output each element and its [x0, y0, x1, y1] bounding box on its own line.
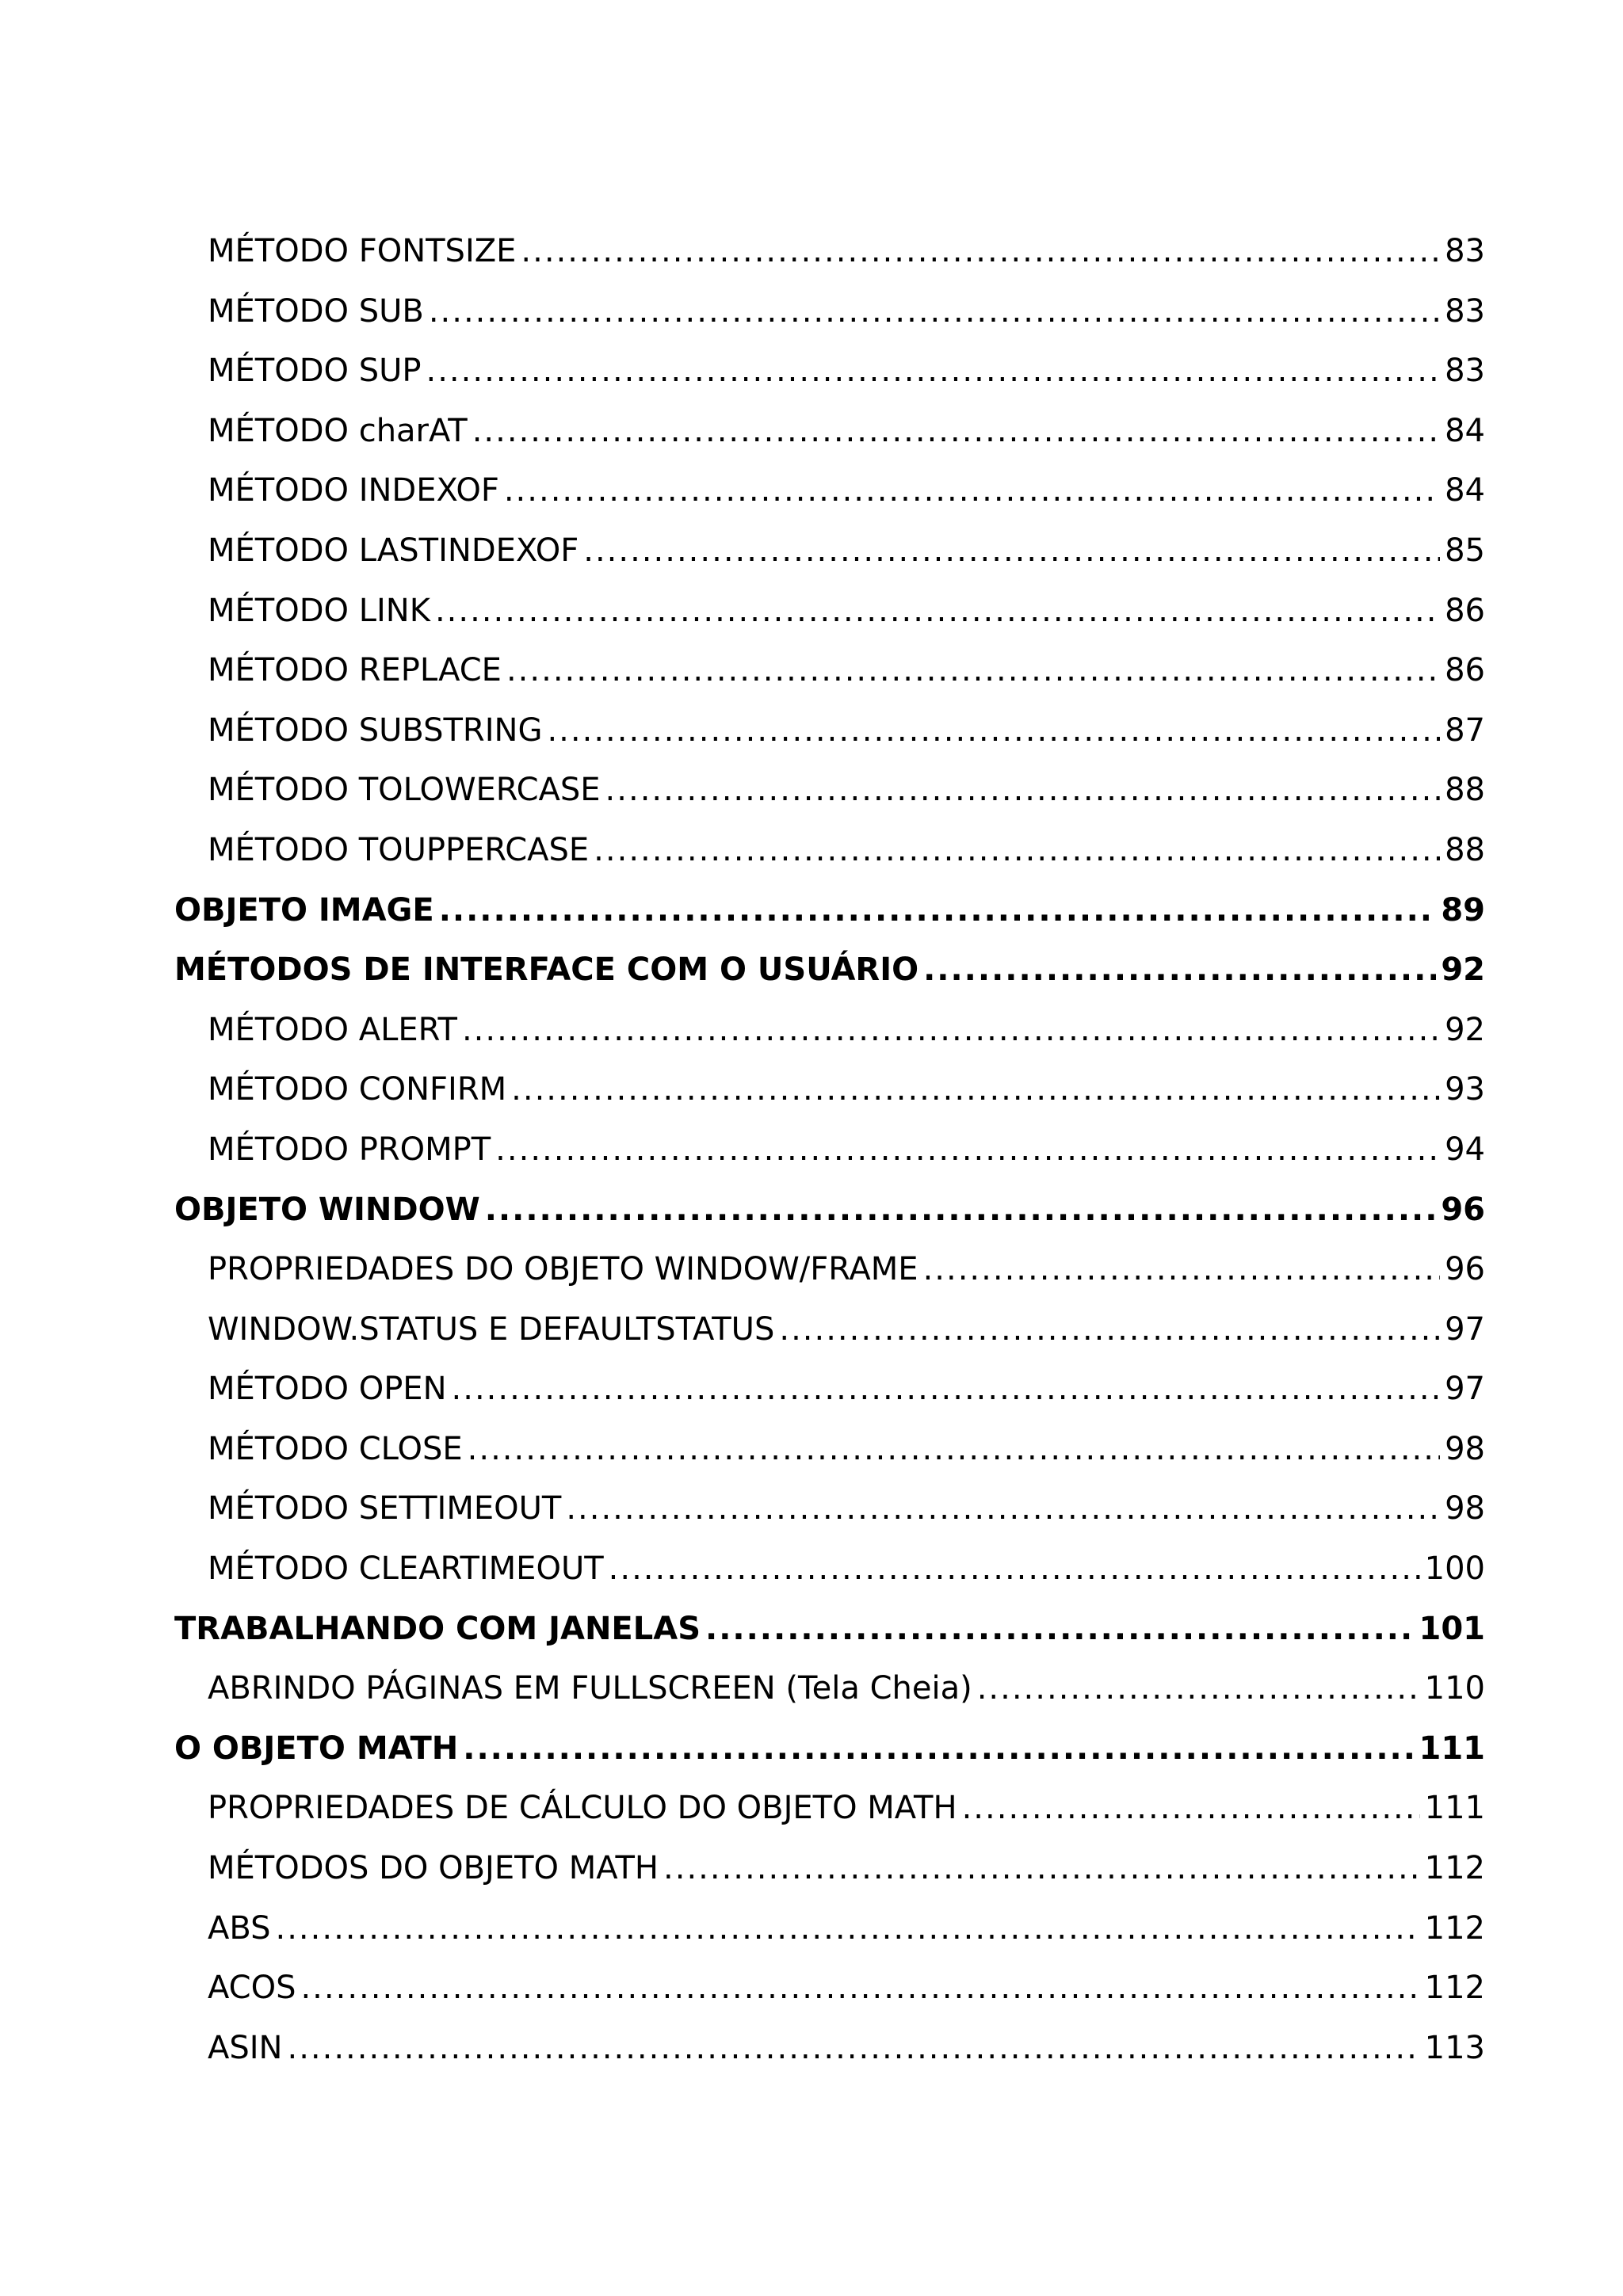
toc-entry-title: ASIN — [208, 2029, 283, 2066]
toc-entry-title: PROPRIEDADES DE CÁLCULO DO OBJETO MATH — [208, 1790, 957, 1827]
toc-subsection-entry[interactable] — [174, 828, 1485, 888]
toc-entry-title: MÉTODO TOUPPERCASE — [208, 831, 590, 868]
toc-entry-page-number: 88 — [1445, 772, 1485, 809]
toc-entry-page-number: 84 — [1445, 412, 1485, 449]
toc-dot-leader — [472, 409, 1440, 453]
toc-entry-title: OBJETO WINDOW — [174, 1191, 480, 1228]
toc-dot-leader — [521, 229, 1440, 273]
toc-subsection-entry[interactable] — [174, 528, 1485, 589]
toc-subsection-entry[interactable] — [174, 229, 1485, 289]
toc-entry-title: MÉTODO SUP — [208, 353, 422, 390]
toc-dot-leader — [426, 349, 1441, 393]
toc-entry-title: MÉTODO charAT — [208, 412, 468, 449]
toc-subsection-entry[interactable] — [174, 1846, 1485, 1906]
toc-dot-leader — [566, 1486, 1440, 1531]
toc-entry-page-number: 92 — [1445, 1011, 1485, 1048]
toc-subsection-entry[interactable] — [174, 1127, 1485, 1188]
toc-entry-title: MÉTODO SUB — [208, 292, 424, 330]
toc-subsection-entry[interactable] — [174, 289, 1485, 349]
toc-dot-leader — [594, 828, 1440, 872]
toc-entry-title: MÉTODO REPLACE — [208, 652, 502, 689]
toc-entry-title: MÉTODO INDEXOF — [208, 472, 499, 509]
toc-entry-title: MÉTODO ALERT — [208, 1011, 457, 1048]
toc-dot-leader — [547, 708, 1440, 753]
toc-dot-leader — [609, 1547, 1420, 1591]
toc-entry-page-number: 112 — [1424, 1909, 1485, 1947]
toc-dot-leader — [506, 648, 1440, 692]
toc-section-entry[interactable] — [174, 888, 1485, 948]
toc-dot-leader — [452, 1367, 1441, 1411]
toc-entry-page-number: 86 — [1445, 592, 1485, 629]
toc-entry-page-number: 111 — [1424, 1790, 1485, 1827]
toc-subsection-entry[interactable] — [174, 1666, 1485, 1726]
toc-dot-leader — [504, 468, 1440, 513]
toc-dot-leader — [511, 1067, 1440, 1112]
toc-dot-leader — [495, 1127, 1440, 1172]
toc-dot-leader — [435, 589, 1440, 633]
toc-entry-page-number: 97 — [1445, 1310, 1485, 1348]
toc-entry-title: O OBJETO MATH — [174, 1730, 459, 1767]
toc-entry-page-number: 100 — [1424, 1550, 1485, 1588]
toc-subsection-entry[interactable] — [174, 1008, 1485, 1068]
toc-entry-title: MÉTODO SUBSTRING — [208, 711, 543, 749]
toc-entry-page-number: 83 — [1445, 353, 1485, 390]
toc-dot-leader — [287, 2026, 1419, 2070]
toc-dot-leader — [923, 1247, 1441, 1291]
toc-entry-title: TRABALHANDO COM JANELAS — [174, 1610, 701, 1647]
toc-entry-page-number: 88 — [1445, 831, 1485, 868]
toc-entry-page-number: 93 — [1445, 1071, 1485, 1108]
toc-entry-page-number: 87 — [1445, 711, 1485, 749]
toc-subsection-entry[interactable] — [174, 1247, 1485, 1307]
toc-entry-title: MÉTODO LASTINDEXOF — [208, 532, 579, 569]
toc-entry-page-number: 94 — [1445, 1131, 1485, 1168]
toc-subsection-entry[interactable] — [174, 1067, 1485, 1127]
toc-dot-leader — [300, 1966, 1419, 2010]
toc-subsection-entry[interactable] — [174, 1547, 1485, 1607]
toc-subsection-entry[interactable] — [174, 648, 1485, 708]
toc-dot-leader — [583, 528, 1440, 573]
toc-subsection-entry[interactable] — [174, 768, 1485, 828]
toc-dot-leader — [276, 1906, 1420, 1951]
toc-entry-title: MÉTODO SETTIMEOUT — [208, 1490, 562, 1527]
toc-entry-page-number: 113 — [1424, 2029, 1485, 2066]
toc-section-entry[interactable] — [174, 1726, 1485, 1787]
toc-subsection-entry[interactable] — [174, 468, 1485, 528]
toc-entry-title: MÉTODO FONTSIZE — [208, 233, 517, 269]
toc-dot-leader — [705, 1607, 1414, 1651]
toc-entry-title: MÉTODO PROMPT — [208, 1131, 491, 1168]
toc-entry-title: ABS — [208, 1909, 271, 1947]
toc-entry-page-number: 86 — [1445, 652, 1485, 689]
toc-dot-leader — [977, 1666, 1420, 1711]
toc-entry-page-number: 112 — [1424, 1970, 1485, 2007]
toc-entry-page-number: 112 — [1424, 1850, 1485, 1887]
toc-entry-page-number: 83 — [1445, 233, 1485, 269]
toc-entry-page-number: 110 — [1424, 1670, 1485, 1707]
toc-entry-title: PROPRIEDADES DO OBJETO WINDOW/FRAME — [208, 1251, 918, 1288]
toc-dot-leader — [468, 1427, 1440, 1471]
toc-entry-page-number: 101 — [1419, 1610, 1485, 1647]
toc-subsection-entry[interactable] — [174, 1427, 1485, 1487]
toc-subsection-entry[interactable] — [174, 589, 1485, 649]
toc-entry-page-number: 98 — [1445, 1490, 1485, 1527]
toc-subsection-entry[interactable] — [174, 1906, 1485, 1966]
toc-entry-page-number: 85 — [1445, 532, 1485, 569]
toc-subsection-entry[interactable] — [174, 1307, 1485, 1367]
toc-entry-page-number: 84 — [1445, 472, 1485, 509]
toc-entry-title: MÉTODO CLOSE — [208, 1430, 463, 1467]
toc-dot-leader — [462, 1008, 1440, 1052]
toc-dot-leader — [923, 948, 1436, 992]
toc-entry-title: MÉTODO OPEN — [208, 1371, 447, 1408]
toc-entry-page-number: 96 — [1441, 1191, 1485, 1228]
table-of-contents — [174, 229, 1485, 2085]
toc-dot-leader — [779, 1307, 1440, 1352]
toc-entry-page-number: 111 — [1419, 1730, 1485, 1767]
toc-dot-leader — [463, 1726, 1414, 1771]
toc-entry-title: MÉTODO CLEARTIMEOUT — [208, 1550, 604, 1588]
toc-subsection-entry[interactable] — [174, 349, 1485, 409]
toc-entry-page-number: 98 — [1445, 1430, 1485, 1467]
toc-section-entry[interactable] — [174, 1607, 1485, 1667]
toc-entry-title: MÉTODOS DE INTERFACE COM O USUÁRIO — [174, 952, 919, 989]
toc-entry-title: WINDOW.STATUS E DEFAULTSTATUS — [208, 1310, 775, 1348]
toc-entry-page-number: 92 — [1441, 952, 1485, 989]
toc-entry-title: OBJETO IMAGE — [174, 891, 434, 929]
toc-entry-page-number: 96 — [1445, 1251, 1485, 1288]
toc-section-entry[interactable] — [174, 948, 1485, 1008]
toc-subsection-entry[interactable] — [174, 1367, 1485, 1427]
toc-entry-title: ACOS — [208, 1970, 296, 2007]
toc-entry-title: MÉTODO TOLOWERCASE — [208, 772, 601, 809]
toc-subsection-entry[interactable] — [174, 2026, 1485, 2086]
toc-entry-title: ABRINDO PÁGINAS EM FULLSCREEN (Tela Cheia) — [208, 1670, 972, 1707]
toc-dot-leader — [663, 1846, 1420, 1890]
toc-subsection-entry[interactable] — [174, 1486, 1485, 1547]
toc-dot-leader — [605, 768, 1441, 812]
toc-entry-page-number: 89 — [1441, 891, 1485, 929]
toc-entry-title: MÉTODOS DO OBJETO MATH — [208, 1850, 659, 1887]
toc-dot-leader — [485, 1188, 1437, 1232]
toc-section-entry[interactable] — [174, 1188, 1485, 1248]
toc-subsection-entry[interactable] — [174, 409, 1485, 469]
toc-entry-page-number: 97 — [1445, 1371, 1485, 1408]
toc-subsection-entry[interactable] — [174, 708, 1485, 769]
toc-dot-leader — [429, 289, 1440, 334]
toc-subsection-entry[interactable] — [174, 1786, 1485, 1846]
toc-entry-title: MÉTODO CONFIRM — [208, 1071, 507, 1108]
toc-entry-title: MÉTODO LINK — [208, 592, 430, 629]
toc-dot-leader — [439, 888, 1437, 933]
toc-dot-leader — [962, 1786, 1420, 1830]
toc-subsection-entry[interactable] — [174, 1966, 1485, 2026]
toc-entry-page-number: 83 — [1445, 292, 1485, 330]
